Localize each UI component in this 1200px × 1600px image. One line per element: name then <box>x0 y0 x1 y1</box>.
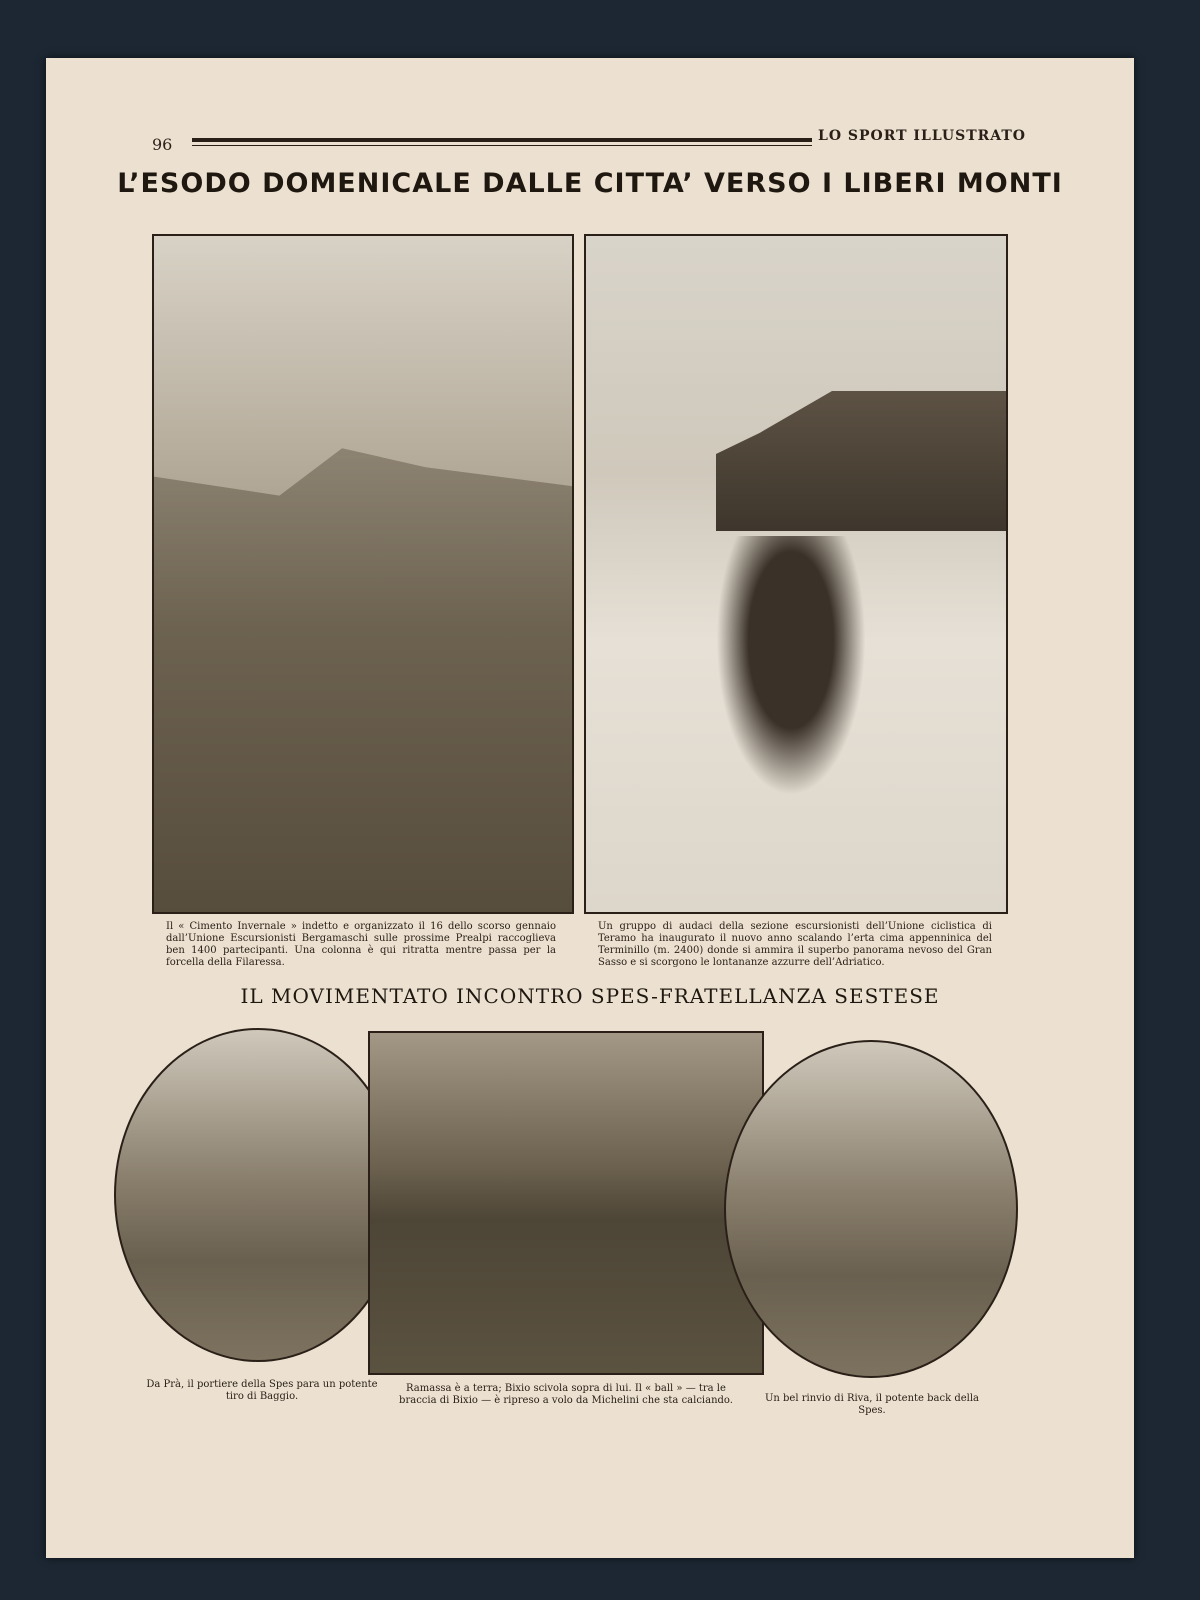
magazine-name: LO SPORT ILLUSTRATO <box>818 128 1026 144</box>
caption-snow: Un gruppo di audaci della sezione escursionisti dell’Unione ciclistica di Teramo ha inaugurato il nuovo anno scalando l’erta cima appenninica del Terminillo (m. 2400) donde si ammira il superbo panorama nevoso del Gran Sasso e si scorgono le lontananze azzurre dell’Adriatico. <box>598 921 992 968</box>
header-rule-thin <box>192 145 812 146</box>
mountain-slope-shape <box>154 439 572 912</box>
photo-goalkeeper-oval <box>114 1028 402 1362</box>
magazine-page <box>46 58 1134 1558</box>
page-number: 96 <box>152 135 173 154</box>
section-title: IL MOVIMENTATO INCONTRO SPES-FRATELLANZA SESTESE <box>240 984 940 1008</box>
photo-football-field <box>368 1031 764 1375</box>
caption-mountain: Il « Cimento Invernale » indetto e organizzato il 16 dello scorso gennaio dall’Unione Escursionisti Bergamaschi sulle prossime Prealpi raccoglieva ben 1400 partecipanti. Una colonna è qui ritratta mentre passa per la forcella della Filaressa. <box>166 921 556 968</box>
caption-goalkeeper: Da Prà, il portiere della Spes para un potente tiro di Baggio. <box>146 1379 378 1402</box>
header-rule <box>192 138 812 142</box>
caption-back-kick: Un bel rinvio di Riva, il potente back della Spes. <box>764 1393 980 1416</box>
climbers-shape <box>716 536 866 796</box>
caption-field: Ramassa è a terra; Bixio scivola sopra di lui. Il « ball » — tra le braccia di Bixio — è ripreso a volo da Michelini che sta calciando. <box>399 1383 733 1406</box>
photo-back-kick-oval <box>724 1040 1018 1378</box>
main-title: L’ESODO DOMENICALE DALLE CITTA’ VERSO I LIBERI MONTI <box>117 168 1063 199</box>
photo-snow-mountaineers <box>584 234 1008 914</box>
mountain-hut-shape <box>716 391 1006 531</box>
photo-mountain-hikers <box>152 234 574 914</box>
